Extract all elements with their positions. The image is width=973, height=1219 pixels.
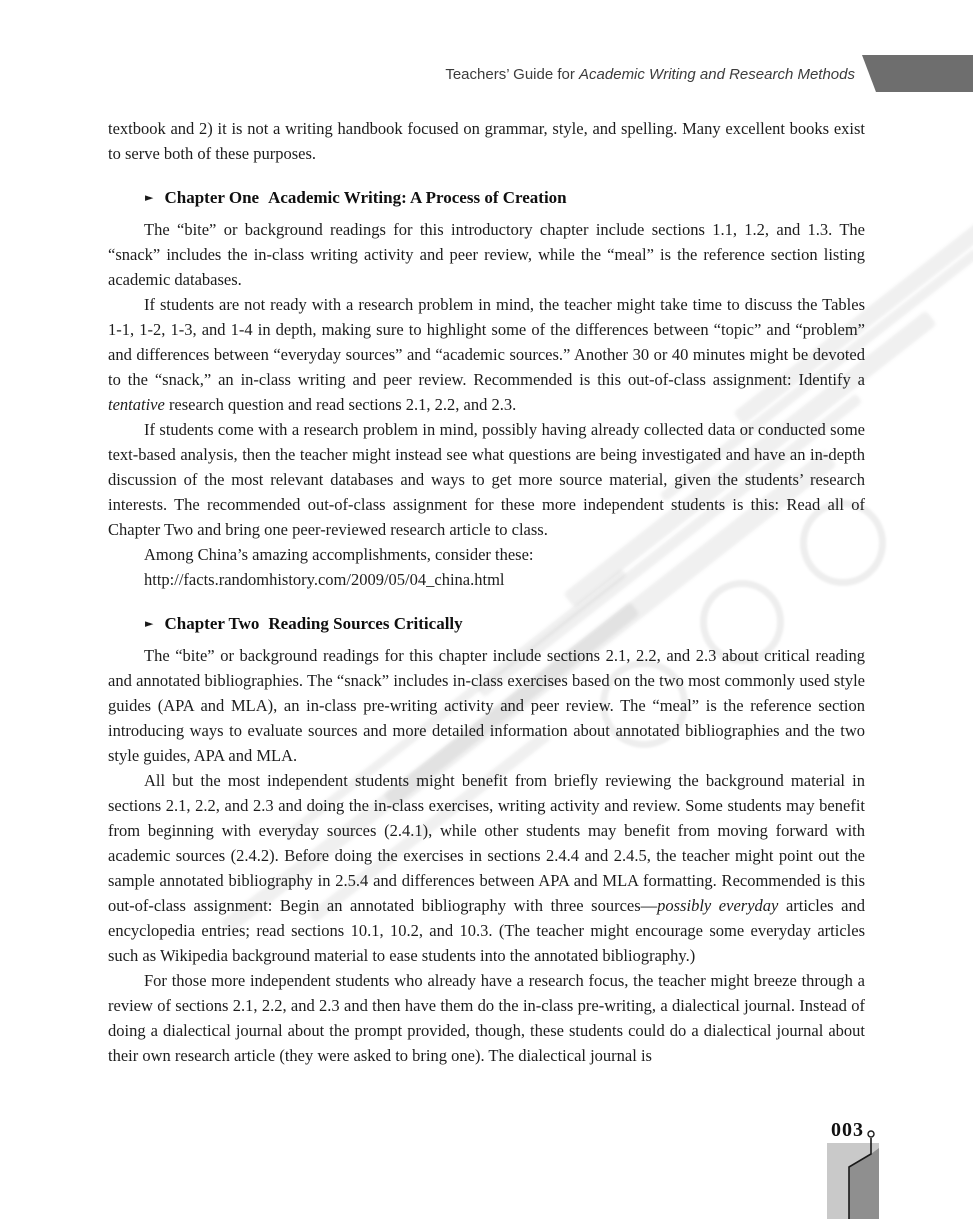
paragraph: All but the most independent students might benefit from briefly reviewing the background material in sections 2.1, 2.2, and 2.3 and doing the in-class exercises, writing activity and review. Some students may benefit from beginning with everyday sources (2.4.1), while other students may benefit from moving forward with academic sources (2.4.2). Before doing the exercises in sections 2.4.4 and 2.4.5, the teacher might point out the sample annotated bibliography in 2.5.4 and differences between APA and MLA formatting. Recommended is this out-of-class assignment: Begin an annotated bibliography with three sources—possibly everyday articles and encyclopedia entries; read sections 10.1, 10.2, and 10.3. (The teacher might encourage some everyday articles such as Wikipedia background material to ease students into the annotated bibliography.) xyxy=(108,771,865,965)
paragraph: If students come with a research problem in mind, possibly having already collected data or conducted some text-based analysis, then the teacher might instead see what questions are being investigated and have an in-depth discussion of the most relevant databases and ways to get more source material, given the students’ research interests. The recommended out-of-class assignment for these more independent students is this: Read all of Chapter Two and bring one peer-reviewed research article to class. xyxy=(108,420,865,539)
chapter-one-heading xyxy=(145,185,865,210)
corner-tab-graphic xyxy=(862,55,973,92)
url-text: http://facts.randomhistory.com/2009/05/04_china.html xyxy=(144,570,505,589)
running-head xyxy=(445,66,855,83)
chapter-one-label: Chapter One xyxy=(164,188,260,207)
paragraph: The “bite” or background readings for this chapter include sections 2.1, 2.2, and 2.3 about critical reading and annotated bibliographies. The “snack” includes in-class exercises based on the two most commonly used style guides (APA and MLA), an in-class pre-writing activity and peer review. The “meal” is the reference section introducing ways to evaluate sources and more detailed information about annotated bibliographies and the two style guides, APA and MLA. xyxy=(108,646,865,765)
triangle-bullet-icon: ► xyxy=(145,617,154,630)
chapter-one-title: Academic Writing: A Process of Creation xyxy=(268,188,567,207)
page-number-ornament xyxy=(822,1117,884,1219)
paragraph: For those more independent students who already have a research focus, the teacher might breeze through a review of sections 2.1, 2.2, and 2.3 and then have them do the in-class pre-writing, a dialectical journal. Instead of doing a dialectical journal about the prompt provided, though, these students could do a dialectical journal about their own research article (they were asked to bring one). The dialectical journal is xyxy=(108,971,865,1065)
running-head-prefix: Teachers’ Guide for xyxy=(445,66,580,83)
text-column xyxy=(108,116,865,1068)
italic-tentative: tentative xyxy=(108,395,165,414)
chapter-two-label: Chapter Two xyxy=(164,614,260,633)
paragraph: The “bite” or background readings for this introductory chapter include sections 1.1, 1.2, and 1.3. The “snack” includes the in-class writing activity and peer review, while the “meal” is the reference section listing academic databases. xyxy=(108,220,865,289)
page-number: 003 xyxy=(831,1119,864,1141)
among-china-line: Among China’s amazing accomplishments, consider these: xyxy=(144,545,534,564)
chapter-two-title: Reading Sources Critically xyxy=(268,614,463,633)
italic-possibly-everyday: possibly everyday xyxy=(657,896,779,915)
running-head-book-title: Academic Writing and Research Methods xyxy=(579,66,855,83)
paragraph-continuation: textbook and 2) it is not a writing handbook focused on grammar, style, and spelling. Many excellent books exist to serve both of these purposes. xyxy=(108,119,865,163)
paragraph: If students are not ready with a research problem in mind, the teacher might take time to discuss the Tables 1-1, 1-2, 1-3, and 1-4 in depth, making sure to highlight some of the differences between “topic” and “problem” and differences between “everyday sources” and “academic sources.” Another 30 or 40 minutes might be devoted to the “snack,” an in-class writing and peer review. Recommended is this out-of-class assignment: Identify a tentative research question and read sections 2.1, 2.2, and 2.3. xyxy=(108,295,865,414)
triangle-bullet-icon: ► xyxy=(145,191,154,204)
chapter-two-heading xyxy=(145,611,865,636)
